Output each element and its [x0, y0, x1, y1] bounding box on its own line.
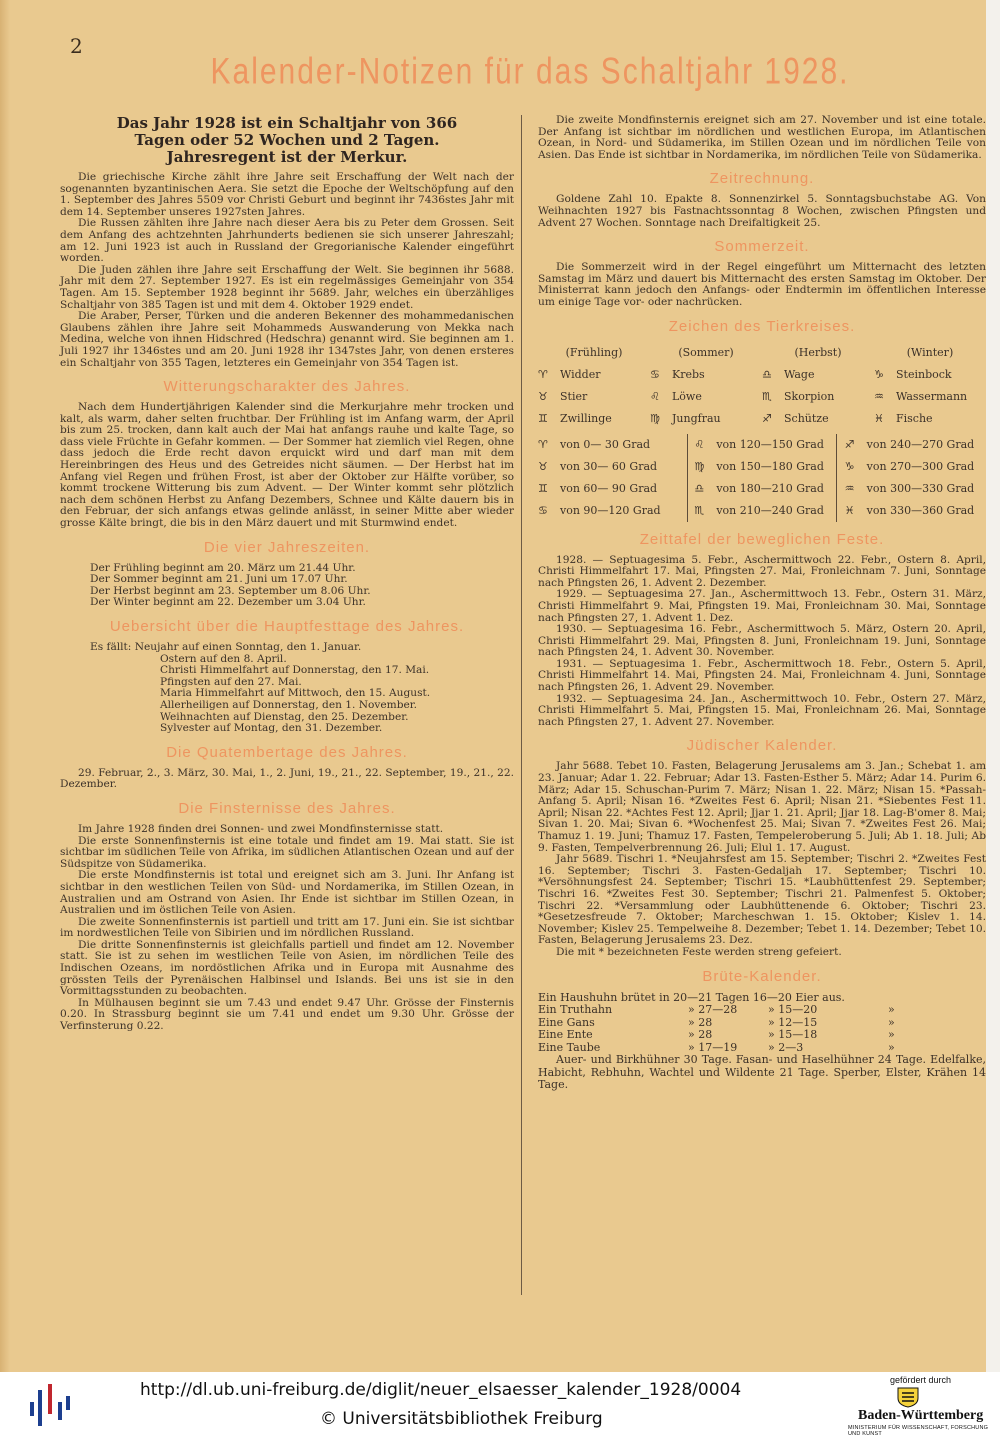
intro-paragraph: Die Juden zählen ihre Jahre seit Erschaffung der Welt. Sie beginnen ihr 5688. Jahr mit dem 27. September 1927. Es ist ein regelmässiges Gemeinjahr von 354 Tagen. Am 15. September 1928 beginnt ihr 5689. Jahr, welches ein überzähliges Schaltjahr von 385 Tagen ist und mit dem 4. Oktober 1929 endet.: [60, 263, 514, 311]
weather-text: Nach dem Hundertjährigen Kalender sind die Merkurjahre mehr trocken und kalt, als warm, daher selten fruchtbar. Der Frühling ist im Anfang warm, der April bis zum 25. trocken, dann kalt auch der Mai hat anfangs rauhe und kalte Tage, so dass viele Früchte in Gefahr kommen. — Der Sommer hat ziemlich viel Regen, ohne dass jedoch die Erde recht davon erquickt wird und darf man mit dem Hereinbringen des Heus und des Getreides nicht säumen. — Der Herbst hat im Anfang viel Regen und frühen Frost, ist aber der Oktober zur Hälfte vorüber, so kommt trockene Witterung bis zum Advent. — Der Winter kommt sehr plötzlich nach dem schönen Herbst zu Anfang Dezembers, Schnee und Kälte dauern bis in den Februar, der sich anfangs etwas gelinde anlässt, in seiner Mitte aber wieder grosse Kälte bringt, die bis in den März dauert und mit Sturmwind endet.: [60, 401, 514, 530]
viewer-footer: [0, 1372, 1000, 1437]
degree-range: ♎ von 180—210 Grad: [687, 478, 836, 500]
pisces-icon: ♓: [874, 411, 884, 425]
movable-feast-year: 1930. — Septuagesima 16. Febr., Aschermittwoch 5. März, Ostern 20. April, Christi Himmelfahrt 29. Mai, Pfingsten 8. Juni, Fronleichnam 19. Juni, Sonntage nach Pfingsten 24, 1. Advent 30. November.: [538, 623, 986, 659]
jewish-calendar-heading: Jüdischer Kalender.: [686, 737, 838, 755]
zodiac-season: (Sommer): [678, 345, 734, 359]
taurus-icon: ♉: [538, 389, 548, 403]
zodiac-season: (Frühling): [565, 345, 623, 359]
season-line: Der Herbst beginnt am 23. September um 8.06 Uhr.: [90, 584, 371, 597]
zodiac-sign: ♏ Skorpion: [762, 386, 874, 408]
zodiac-season: (Herbst): [794, 345, 842, 359]
movable-feasts-heading: Zeittafel der beweglichen Feste.: [639, 530, 885, 548]
scorpio-icon: ♏: [694, 503, 705, 517]
degree-range: ♏ von 210—240 Grad: [687, 500, 836, 522]
season-line: Der Frühling beginnt am 20. März um 21.44 Uhr.: [90, 561, 356, 574]
brooding-row: Eine Taube » 17—19 » 2—3 »: [538, 1040, 895, 1054]
aquarius-icon: ♒: [844, 481, 855, 495]
time-text: Goldene Zahl 10. Epakte 8. Sonnenzirkel 5. Sonntagsbuchstabe AG. Von Weihnachten 1927 bis Fastnachtssonntag 8 Wochen, zwischen Pfingsten und Advent 27 Wochen. Sonntage nach Dreifaltigkeit 25.: [538, 193, 986, 229]
zodiac-heading: Zeichen des Tierkreises.: [668, 317, 856, 335]
season-line: Der Sommer beginnt am 21. Juni um 17.07 Uhr.: [90, 573, 348, 586]
quatember-text: 29. Februar, 2., 3. März, 30. Mai, 1., 2. Juni, 19., 21., 22. September, 19., 21., 22. Dezember.: [60, 766, 514, 791]
libra-icon: ♎: [694, 481, 705, 495]
time-heading: Zeitrechnung.: [709, 170, 815, 188]
virgo-icon: ♍: [694, 459, 705, 473]
jewish-note: Die mit * bezeichneten Feste werden streng gefeiert.: [556, 945, 842, 958]
column-divider: [521, 115, 522, 1295]
eclipses-heading: Die Finsternisse des Jahres.: [178, 799, 396, 817]
gemini-icon: ♊: [538, 481, 548, 495]
zodiac-sign: ♌ Löwe: [650, 386, 762, 408]
feast-line: Ostern auf den 8. April.: [160, 652, 287, 665]
brooding-outro: Auer- und Birkhühner 30 Tage. Fasan- und Haselhühner 24 Tage. Edelfalke, Habicht, Rebhuhn, Wachtel und Wildente 21 Tage. Sperber, Elster, Krähen 14 Tage.: [538, 1053, 986, 1092]
degree-range: ♌ von 120—150 Grad: [687, 434, 836, 456]
zodiac-season: (Winter): [906, 345, 954, 359]
degree-range: ♑ von 270—300 Grad: [837, 456, 986, 478]
zodiac-sign: ♍ Jungfrau: [650, 408, 762, 430]
paper-edge-right: [986, 0, 1000, 1372]
zodiac-grid: [538, 342, 986, 430]
leo-icon: ♌: [694, 437, 705, 451]
degree-range: ♉ von 30— 60 Grad: [538, 456, 687, 478]
page-title: Kalender-Notizen für das Schaltjahr 1928.: [210, 50, 850, 92]
library-logo-icon: [30, 1380, 70, 1426]
zodiac-sign: ♋ Krebs: [650, 364, 762, 386]
season-line: Der Winter beginnt am 22. Dezember um 3.04 Uhr.: [90, 596, 366, 609]
summer-time-heading: Sommerzeit.: [714, 238, 810, 256]
feast-line: Christi Himmelfahrt auf Donnerstag, den 17. Mai.: [160, 664, 430, 677]
brooding-calendar-heading: Brüte-Kalender.: [702, 967, 822, 985]
cancer-icon: ♋: [650, 367, 660, 381]
state-name: Baden-Württemberg: [858, 1408, 984, 1423]
feast-line: Sylvester auf Montag, den 31. Dezember.: [160, 722, 383, 735]
feasts-heading: Uebersicht über die Hauptfesttage des Jahres.: [109, 618, 465, 635]
left-column: [60, 115, 514, 1033]
summer-time-text: Die Sommerzeit wird in der Regel eingeführt um Mitternacht des letzten Samstag im März und dauert bis Mitternacht des ersten Samstag im Oktober. Der Ministerrat kann jedoch den Anfangs- oder Endtermin im öffentlichen Interesse um einige Tage vor- oder nachrücken.: [538, 261, 986, 308]
brooding-row: Ein Truthahn » 27—28 » 15—20 »: [538, 1003, 895, 1017]
eclipse-paragraph: Die erste Mondfinsternis ist total und ereignet sich am 3. Juni. Ihr Anfang ist sichtbar in den westlichen Teilen von Süd- und Nordamerika, im Stillen Ozean, in Australien und am Ostrand von Asien. Ihr Ende ist sichtbar im Stillen Ozean, in Australien und im östlichen Teile von Asien.: [60, 869, 514, 917]
brooding-row: Eine Gans » 28 » 12—15 »: [538, 1015, 895, 1029]
capricorn-icon: ♑: [844, 459, 855, 473]
weather-heading: Witterungscharakter des Jahres.: [163, 378, 411, 396]
degree-range: ♍ von 150—180 Grad: [687, 456, 836, 478]
funded-by-label: gefördert durch: [890, 1375, 952, 1385]
sagittarius-icon: ♐: [844, 437, 855, 451]
intro-paragraph: Die Russen zählten ihre Jahre nach dieser Aera bis zu Peter dem Grossen. Seit dem Anfang des achtzehnten Jahrhunderts bedienen sie sich unserer Jahreszahl; am 12. Juni 1923 ist auch in Russland der Gregorianische Kalender eingeführt worden.: [60, 217, 514, 265]
zodiac-sign: ♓ Fische: [874, 408, 986, 430]
movable-feast-year: 1931. — Septuagesima 1. Febr., Aschermittwoch 18. Febr., Ostern 5. April, Christi Himmelfahrt 14. Mai, Pfingsten 24. Mai, Fronleichnam 4. Juni, Sonntage nach Pfingsten 26, 1. Advent 29. November.: [538, 657, 986, 694]
aries-icon: ♈: [538, 437, 548, 451]
state-crest-icon: [895, 1386, 921, 1408]
intro-paragraph: Die Araber, Perser, Türken und die anderen Bekenner des mohammedanischen Glaubens zählen ihre Jahre seit Mohammeds Auswanderung von Mekka nach Medina, welche von ihnen Hidschred (Hedschra) genannt wird. Sie beginnen am 1. Juli 1927 ihr 1346stes und am 20. Juni 1928 ihr 1347stes Jahr, von denen ersteres ein Schaltjahr von 355 Tagen, letzteres ein Gemeinjahr von 354 Tagen ist.: [60, 310, 514, 369]
degree-range: ♈ von 0— 30 Grad: [538, 434, 687, 456]
right-column: [538, 115, 986, 1092]
movable-feast-year: 1932. — Septuagesima 24. Jan., Aschermittwoch 10. Febr., Ostern 27. März, Christi Himmelfahrt 5. Mai, Pfingsten 15. Mai, Fronleichnam 26. Mai, Sonntage nach Pfingsten 27, 1. Advent 27. November.: [538, 692, 986, 728]
intro-paragraph: Die griechische Kirche zählt ihre Jahre seit Erschaffung der Welt nach der sogenannten byzantinischen Aera. Sie setzt die Epoche der Weltschöpfung auf den 1. September des Jahres 5509 vor Christi Geburt und beginnt ihr 7436stes Jahr mit dem 14. September unseres 1927sten Jahres.: [60, 171, 514, 218]
zodiac-sign: ♈ Widder: [538, 364, 650, 386]
eclipse-paragraph: Die zweite Sonnenfinsternis ist partiell und tritt am 17. Juni ein. Sie ist sichtbar im nordwestlichen Teile von Sibirien und im nördlichen Russland.: [60, 915, 514, 940]
zodiac-sign: ♐ Schütze: [762, 408, 874, 430]
eclipse-paragraph: Die erste Sonnenfinsternis ist eine totale und findet am 19. Mai statt. Sie ist sichtbar im südlichen Teile von Afrika, im südlichen Atlantischen Ozean und auf der Südspitze von Südamerika.: [60, 834, 514, 870]
sagittarius-icon: ♐: [762, 411, 772, 425]
page-number: 2: [70, 34, 83, 58]
zodiac-sign: ♉ Stier: [538, 386, 650, 408]
zodiac-sign: ♑ Steinbock: [874, 364, 986, 386]
seasons-heading: Die vier Jahreszeiten.: [203, 538, 371, 556]
zodiac-degree-table: [538, 434, 986, 522]
ministry-name: MINISTERIUM FÜR WISSENSCHAFT, FORSCHUNG UND KUNST: [848, 1425, 989, 1437]
eclipse-continued: Die zweite Mondfinsternis ereignet sich am 27. November und ist eine totale. Der Anfang ist sichtbar im nördlichen und westlichen Europa, im Atlantischen Ozean, in Nord- und Südamerika, im Stillen Ozean und im nördlichen Teile von Asien. Das Ende ist sichtbar in Nordamerika, im nördlichen Teile von Südamerika.: [538, 114, 986, 161]
feast-line: Es fällt: Neujahr auf einen Sonntag, den 1. Januar.: [90, 641, 362, 653]
paper-edge-left: [0, 0, 10, 1372]
movable-feast-year: 1929. — Septuagesima 27. Jan., Aschermittwoch 13. Febr., Ostern 31. März, Christi Himmelfahrt 9. Mai, Pfingsten 19. Mai, Fronleichnam 30. Mai, Sonntage nach Pfingsten 27, 1. Advent 1. Dez.: [538, 588, 986, 624]
feast-line: Maria Himmelfahrt auf Mittwoch, den 15. August.: [160, 687, 431, 700]
libra-icon: ♎: [762, 367, 772, 381]
movable-feast-year: 1928. — Septuagesima 5. Febr., Aschermittwoch 22. Febr., Ostern 8. April, Christi Himmelfahrt 17. Mai, Pfingsten 27. Mai, Fronleichnam 7. Juni, Sonntage nach Pfingsten 26, 1. Advent 2. Dezember.: [538, 553, 986, 589]
eclipse-paragraph: Die dritte Sonnenfinsternis ist gleichfalls partiell und findet am 12. November statt. Sie ist zu sehen im westlichen Teile von Asien, im nördlichen Teile des Indischen Ozeans, im nordöstlichen Afrika und in Europa mit Ausnahme des grössten Teils der Pyrenäischen Halbinsel und Islands. Bei uns ist sie in den Vormittagsstunden zu beobachten.: [60, 938, 514, 998]
virgo-icon: ♍: [650, 411, 660, 425]
jewish-year-5689: Jahr 5689. Tischri 1. *Neujahrsfest am 15. September; Tischri 2. *Zweites Fest 16. September; Tischri 3. Fasten-Gedaljah 17. September; Tischri 10. *Versöhnungsfest 24. September; Tischri 15. *Laubhüttenfest 29. September; Tischri 16. *Zweites Fest 30. September; Tischri 21. Palmenfest 5. Oktober; Tischri 22. *Versammlung oder Laubhüttenende 6. Oktober; Tischri 23. *Gesetzesfreude 7. Oktober; Marcheschwan 1. 15. Oktober; Kislev 1. 14. November; Kislev 25. Tempelweihe 8. Dezember; Tebet 1. 14. Dezember; Tebet 10. Fasten, Belagerung Jerusalems 23. Dez.: [538, 853, 986, 947]
eclipse-paragraph: Im Jahre 1928 finden drei Sonnen- und zwei Mondfinsternisse statt.: [78, 822, 444, 835]
taurus-icon: ♉: [538, 459, 548, 473]
zodiac-sign: ♒ Wassermann: [874, 386, 986, 408]
degree-range: ♋ von 90—120 Grad: [538, 500, 687, 522]
degree-range: ♊ von 60— 90 Grad: [538, 478, 687, 500]
zodiac-sign: ♊ Zwillinge: [538, 408, 650, 430]
feast-line: Weihnachten auf Dienstag, den 25. Dezember.: [160, 710, 409, 723]
brooding-intro: Ein Haushuhn brütet in 20—21 Tagen 16—20 Eier aus.: [538, 990, 845, 1004]
jewish-year-5688: Jahr 5688. Tebet 10. Fasten, Belagerung Jerusalems am 3. Jan.; Schebat 1. am 23. Januar; Adar 1. 22. Februar; Adar 13. Fasten-Esther 5. März; Adar 14. Purim 6. März; Adar 15. Schuschan-Purim 7. März; Nisan 1. 22. März; Nisan 15. *Passah-Anfang 5. April; Nisan 16. *Zweites Fest 6. April; Nisan 21. *Siebentes Fest 11. April; Nisan 22. *Achtes Fest 12. April; Jjar 1. 21. April; Jjar 18. Lag-B'omer 8. Mai; Sivan 1. 20. Mai; Sivan 6. *Wochenfest 25. Mai; Sivan 7. *Zweites Fest 26. Mai; Thamuz 1. 19. Juni; Thamuz 17. Fasten, Tempeleroberung 5. Juli; Ab 1. 18. Juli; Ab 9. Fasten, Tempelverbrennung 26. Juli; Elul 1. 17. August.: [538, 760, 986, 854]
degree-range: ♒ von 300—330 Grad: [837, 478, 986, 500]
copyright-notice: © Universitätsbibliothek Freiburg: [320, 1409, 603, 1429]
year-heading: Das Jahr 1928 ist ein Schaltjahr von 366 Tagen oder 52 Wochen und 2 Tagen. Jahresregent ist der Merkur.: [116, 114, 458, 166]
feast-line: Pfingsten auf den 27. Mai.: [160, 675, 302, 688]
degree-range: ♐ von 240—270 Grad: [837, 434, 986, 456]
quatember-heading: Die Quatembertage des Jahres.: [166, 743, 408, 761]
cancer-icon: ♋: [538, 503, 548, 517]
feast-line: Allerheiligen auf Donnerstag, den 1. November.: [160, 698, 418, 711]
aquarius-icon: ♒: [874, 389, 884, 403]
zodiac-sign: ♎ Wage: [762, 364, 874, 386]
brooding-row: Eine Ente » 28 » 15—18 »: [538, 1028, 895, 1042]
brooding-table: [538, 992, 986, 1092]
aries-icon: ♈: [538, 367, 548, 381]
pisces-icon: ♓: [844, 503, 855, 517]
capricorn-icon: ♑: [874, 367, 884, 381]
gemini-icon: ♊: [538, 411, 548, 425]
scorpio-icon: ♏: [762, 389, 772, 403]
leo-icon: ♌: [650, 389, 660, 403]
document-url-link[interactable]: http://dl.ub.uni-freiburg.de/diglit/neuer_elsaesser_kalender_1928/0004: [140, 1380, 742, 1400]
degree-range: ♓ von 330—360 Grad: [837, 500, 986, 522]
eclipse-paragraph: In Mülhausen beginnt sie um 7.43 und endet 9.47 Uhr. Grösse der Finsternis 0.20. In Strassburg beginnt sie um 7.41 und endet um 9.30 Uhr. Grösse der Verfinsterung 0.22.: [60, 996, 514, 1033]
